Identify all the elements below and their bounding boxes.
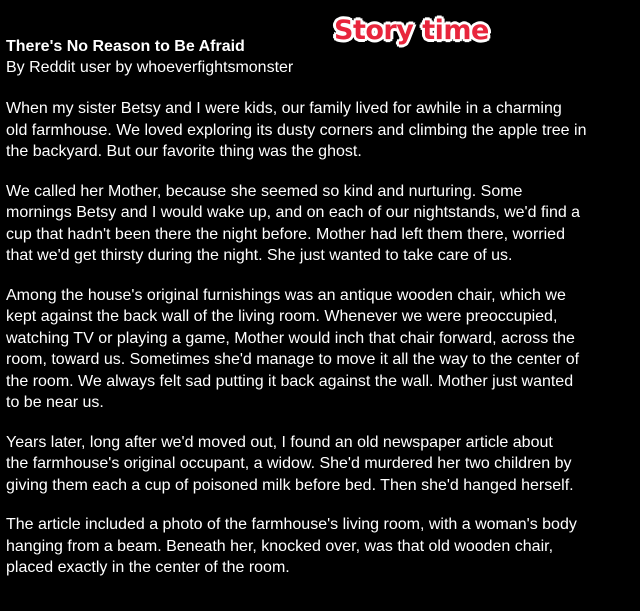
paragraph-4: [6, 432, 636, 497]
text-line: hanging from a beam. Beneath her, knocked over, was that old wooden chair,: [6, 537, 554, 555]
text-line: the backyard. But our favorite thing was the ghost.: [6, 143, 362, 160]
paragraph-1: [6, 98, 636, 163]
paragraph-2: [6, 181, 636, 267]
text-line: the farmhouse's original occupant, a widow. She'd murdered her two children by: [6, 455, 572, 472]
paragraph-3: [6, 285, 636, 414]
text-line: watching TV or playing a game, Mother would inch that chair forward, across the: [6, 329, 575, 347]
paragraph-5: [6, 514, 636, 579]
story-byline: By Reddit user by whoeverfightsmonster: [6, 59, 294, 76]
text-line: giving them each a cup of poisoned milk before bed. Then she'd hanged herself.: [6, 476, 574, 494]
text-line: Among the house's original furnishings was an antique wooden chair, which we: [6, 286, 566, 304]
text-line: cup that hadn't been there the night before. Mother had left them there, worried: [6, 225, 565, 243]
story-time-badge: Story time: [334, 15, 489, 46]
text-line: mornings Betsy and I would wake up, and on each of our nightstands, we'd find a: [6, 204, 581, 221]
text-line: When my sister Betsy and I were kids, our family lived for awhile in a charming: [6, 100, 562, 117]
story-title: There's No Reason to Be Afraid: [6, 38, 245, 55]
text-line: kept against the back wall of the living room. Whenever we were preoccupied,: [6, 308, 558, 325]
story-header: [6, 36, 634, 78]
text-line: old farmhouse. We loved exploring its dusty corners and climbing the apple tree in: [6, 121, 587, 139]
text-line: The article included a photo of the farmhouse's living room, with a woman's body: [6, 516, 577, 533]
text-line: Years later, long after we'd moved out, I found an old newspaper article about: [6, 433, 553, 451]
story-body: [6, 98, 636, 597]
text-line: to be near us.: [6, 394, 104, 411]
text-line: We called her Mother, because she seemed so kind and nurturing. Some: [6, 182, 523, 200]
text-line: that we'd get thirsty during the night. She just wanted to take care of us.: [6, 247, 513, 264]
text-line: placed exactly in the center of the room.: [6, 559, 290, 576]
text-line: the room. We always felt sad putting it back against the wall. Mother just wanted: [6, 372, 574, 390]
text-line: room, toward us. Sometimes she'd manage to move it all the way to the center of: [6, 351, 580, 368]
